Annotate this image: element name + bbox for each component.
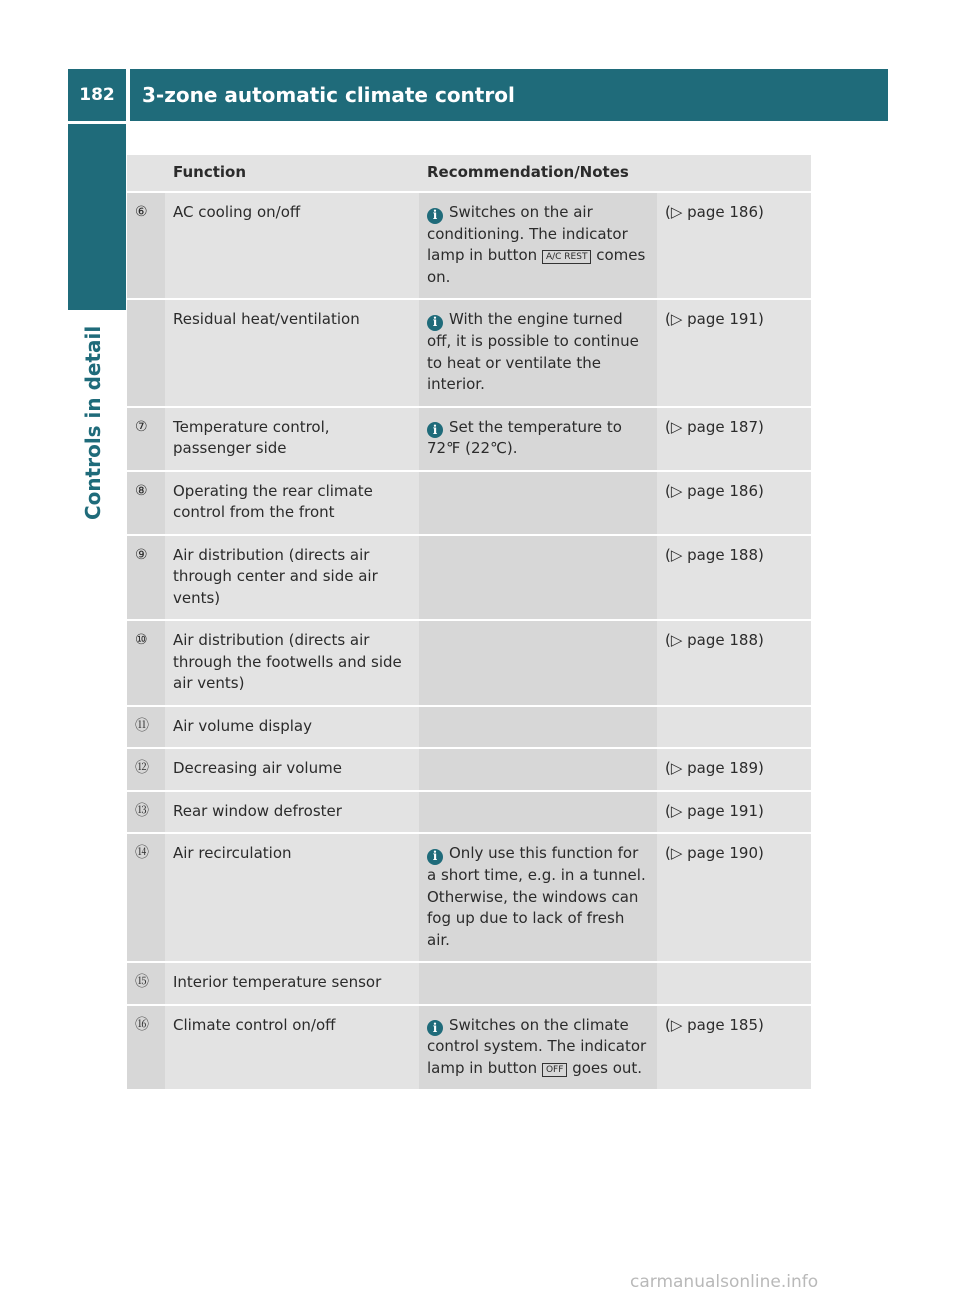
table-row <box>127 536 811 622</box>
row-number <box>127 300 165 407</box>
function-cell: Interior temperature sensor <box>165 963 419 1006</box>
page-reference: (▷ page 191) <box>657 300 811 407</box>
page-reference <box>657 707 811 750</box>
watermark: carmanualsonline.info <box>630 1272 819 1292</box>
table-header-row <box>127 155 811 193</box>
row-number: ⑬ <box>127 792 165 835</box>
note-text-end: goes out. <box>572 1058 643 1077</box>
page-reference: (▷ page 186) <box>657 193 811 300</box>
table-row <box>127 193 811 300</box>
page-reference: (▷ page 187) <box>657 408 811 472</box>
page-number: 182 <box>68 69 126 121</box>
info-icon: i <box>427 849 443 865</box>
notes-cell <box>419 963 657 1006</box>
page-reference: (▷ page 186) <box>657 472 811 536</box>
info-icon: i <box>427 208 443 224</box>
page-title: 3-zone automatic climate control <box>130 69 888 121</box>
row-number: ⑮ <box>127 963 165 1006</box>
function-cell: Decreasing air volume <box>165 749 419 792</box>
page-reference: (▷ page 191) <box>657 792 811 835</box>
notes-cell <box>419 536 657 622</box>
table-row <box>127 963 811 1006</box>
header-num-cell <box>127 155 165 193</box>
page-reference: (▷ page 188) <box>657 536 811 622</box>
page-reference <box>657 963 811 1006</box>
row-number: ⑩ <box>127 621 165 707</box>
page-reference: (▷ page 188) <box>657 621 811 707</box>
notes-cell <box>419 300 657 407</box>
function-cell: Climate control on/off <box>165 1006 419 1092</box>
row-number: ⑧ <box>127 472 165 536</box>
notes-cell <box>419 707 657 750</box>
info-icon: i <box>427 315 443 331</box>
table-row <box>127 749 811 792</box>
table-row <box>127 472 811 536</box>
table-row <box>127 834 811 963</box>
notes-cell <box>419 472 657 536</box>
row-number: ⑪ <box>127 707 165 750</box>
function-cell: Rear window defroster <box>165 792 419 835</box>
note-text: Switches on the air conditioning. The indicator lamp in button <box>427 203 628 265</box>
page-reference: (▷ page 189) <box>657 749 811 792</box>
table-row <box>127 408 811 472</box>
button-keycap-icon: A/C REST <box>542 250 591 264</box>
notes-cell <box>419 1006 657 1092</box>
function-cell: AC cooling on/off <box>165 193 419 300</box>
notes-cell <box>419 792 657 835</box>
function-cell: Operating the rear climate control from the front <box>165 472 419 536</box>
note-text-end: comes on. <box>427 246 646 286</box>
row-number: ⑫ <box>127 749 165 792</box>
header-function: Function <box>165 155 419 193</box>
note-text: Set the temperature to 72℉ (22℃). <box>427 417 622 458</box>
button-keycap-icon: OFF <box>542 1063 567 1077</box>
side-tab-block <box>68 124 126 310</box>
page-reference: (▷ page 190) <box>657 834 811 963</box>
info-icon: i <box>427 422 443 438</box>
function-cell: Air distribution (directs air through center and side air vents) <box>165 536 419 622</box>
row-number: ⑨ <box>127 536 165 622</box>
function-cell: Residual heat/ventilation <box>165 300 419 407</box>
table-row <box>127 1006 811 1092</box>
section-side-label: Controls in detail <box>81 325 105 520</box>
page-reference: (▷ page 185) <box>657 1006 811 1092</box>
row-number: ⑯ <box>127 1006 165 1092</box>
row-number: ⑭ <box>127 834 165 963</box>
info-icon: i <box>427 1020 443 1036</box>
row-number: ⑦ <box>127 408 165 472</box>
table-row <box>127 792 811 835</box>
notes-cell <box>419 408 657 472</box>
function-cell: Air volume display <box>165 707 419 750</box>
notes-cell <box>419 621 657 707</box>
row-number: ⑥ <box>127 193 165 300</box>
function-table <box>127 155 811 1091</box>
notes-cell <box>419 749 657 792</box>
table-row <box>127 621 811 707</box>
function-cell: Air distribution (directs air through the footwells and side air vents) <box>165 621 419 707</box>
header-notes: Recommendation/Notes <box>419 155 657 193</box>
note-text: With the engine turned off, it is possible to continue to heat or ventilate the interior. <box>427 310 639 393</box>
function-cell: Temperature control, passenger side <box>165 408 419 472</box>
header-ref-cell <box>657 155 811 193</box>
table-row <box>127 300 811 407</box>
table-row <box>127 707 811 750</box>
note-text: Switches on the climate control system. The indicator lamp in button <box>427 1015 647 1077</box>
note-text: Only use this function for a short time, e.g. in a tunnel. Otherwise, the windows can fog up due to lack of fresh air. <box>427 844 646 949</box>
notes-cell <box>419 193 657 300</box>
notes-cell <box>419 834 657 963</box>
function-cell: Air recirculation <box>165 834 419 963</box>
